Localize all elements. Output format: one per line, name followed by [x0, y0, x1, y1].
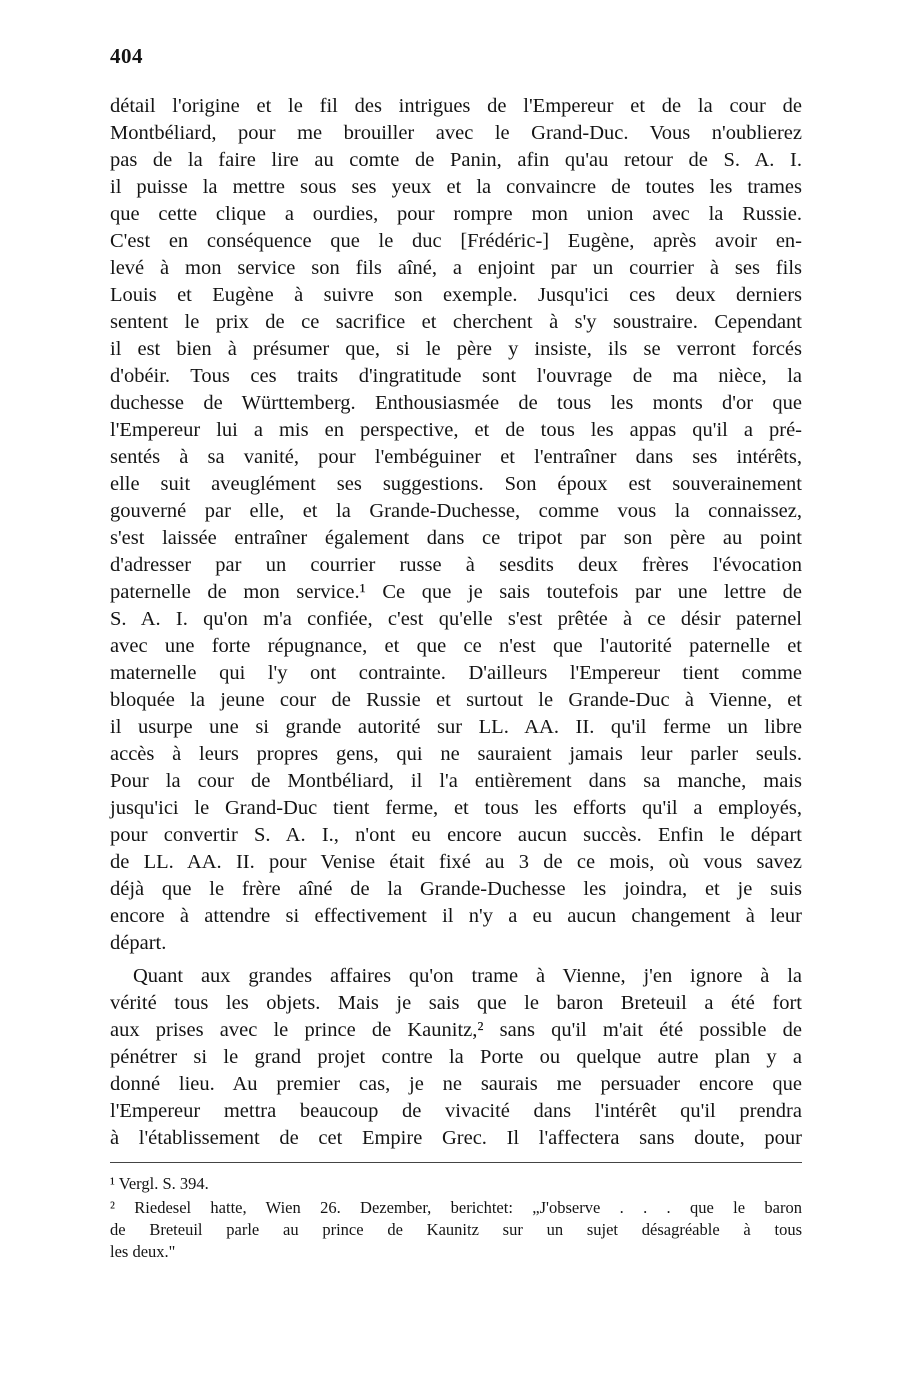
text-line: donné lieu. Au premier cas, je ne saurais me persuader encore que	[110, 1073, 802, 1095]
paragraph-1	[110, 93, 802, 957]
text-line: accès à leurs propres gens, qui ne sauraient jamais leur parler seuls.	[110, 743, 802, 765]
text-line: pour convertir S. A. I., n'ont eu encore aucun succès. Enfin le départ	[110, 824, 802, 846]
text-line: Montbéliard, pour me brouiller avec le Grand-Duc. Vous n'oublierez	[110, 122, 802, 144]
text-line: bloquée la jeune cour de Russie et surtout le Grande-Duc à Vienne, et	[110, 689, 802, 711]
text-line: il puisse la mettre sous ses yeux et la convaincre de toutes les trames	[110, 176, 802, 198]
footnote-divider	[110, 1162, 802, 1163]
text-line: jusqu'ici le Grand-Duc tient ferme, et tous les efforts qu'il a employés,	[110, 797, 802, 819]
text-line: détail l'origine et le fil des intrigues de l'Empereur et de la cour de	[110, 95, 802, 117]
text-line: maternelle qui l'y ont contrainte. D'ailleurs l'Empereur tient comme	[110, 662, 802, 684]
text-line: sentent le prix de ce sacrifice et cherchent à s'y soustraire. Cependant	[110, 311, 802, 333]
text-line: S. A. I. qu'on m'a confiée, c'est qu'elle s'est prêtée à ce désir paternel	[110, 608, 802, 630]
text-line: s'est laissée entraîner également dans ce tripot par son père au point	[110, 527, 802, 549]
text-line: avec une forte répugnance, et que ce n'est que l'autorité paternelle et	[110, 635, 802, 657]
page-number: 404	[110, 44, 143, 68]
text-line: elle suit aveuglément ses suggestions. Son époux est souverainement	[110, 473, 802, 495]
footnote-2	[110, 1197, 802, 1263]
main-text	[110, 93, 802, 1152]
footnote-line: ¹ Vergl. S. 394.	[110, 1174, 209, 1193]
text-line: pas de la faire lire au comte de Panin, afin qu'au retour de S. A. I.	[110, 149, 802, 171]
text-line: Louis et Eugène à suivre son exemple. Jusqu'ici ces deux derniers	[110, 284, 802, 306]
text-line: d'adresser par un courrier russe à sesdits deux frères l'évocation	[110, 554, 802, 576]
text-line: déjà que le frère aîné de la Grande-Duchesse les joindra, et je suis	[110, 878, 802, 900]
text-line: Pour la cour de Montbéliard, il l'a entièrement dans sa manche, mais	[110, 770, 802, 792]
footnote-line: de Breteuil parle au prince de Kaunitz sur un sujet désagréable à tous	[110, 1220, 802, 1239]
text-line: d'obéir. Tous ces traits d'ingratitude sont l'ouvrage de ma nièce, la	[110, 365, 802, 387]
text-line: l'Empereur lui a mis en perspective, et de tous les appas qu'il a pré-	[110, 419, 802, 441]
text-line: pénétrer si le grand projet contre la Porte ou quelque autre plan y a	[110, 1046, 802, 1068]
text-line: de LL. AA. II. pour Venise était fixé au 3 de ce mois, où vous savez	[110, 851, 802, 873]
text-line: départ.	[110, 932, 167, 954]
text-line: duchesse de Württemberg. Enthousiasmée de tous les monts d'or que	[110, 392, 802, 414]
footnote-line: les deux."	[110, 1242, 176, 1261]
text-line: paternelle de mon service.¹ Ce que je sais toutefois par une lettre de	[110, 581, 802, 603]
footnotes	[110, 1173, 802, 1263]
text-line: il est bien à présumer que, si le père y insiste, ils se verront forcés	[110, 338, 802, 360]
text-line: sentés à sa vanité, pour l'embéguiner et l'entraîner dans ses intérêts,	[110, 446, 802, 468]
paragraph-2	[110, 963, 802, 1152]
text-line: C'est en conséquence que le duc [Frédéric-] Eugène, après avoir en-	[110, 230, 802, 252]
text-line: à l'établissement de cet Empire Grec. Il l'affectera sans doute, pour	[110, 1127, 802, 1149]
text-line: encore à attendre si effectivement il n'y a eu aucun changement à leur	[110, 905, 802, 927]
text-line: levé à mon service son fils aîné, a enjoint par un courrier à ses fils	[110, 257, 802, 279]
text-line: il usurpe une si grande autorité sur LL. AA. II. qu'il ferme un libre	[110, 716, 802, 738]
text-line: l'Empereur mettra beaucoup de vivacité dans l'intérêt qu'il prendra	[110, 1100, 802, 1122]
footnote-line: ² Riedesel hatte, Wien 26. Dezember, berichtet: „J'observe . . . que le baron	[110, 1198, 802, 1217]
text-line: gouverné par elle, et la Grande-Duchesse, comme vous la connaissez,	[110, 500, 802, 522]
footnote-1	[110, 1173, 802, 1195]
text-line: que cette clique a ourdies, pour rompre mon union avec la Russie.	[110, 203, 802, 225]
text-line: vérité tous les objets. Mais je sais que le baron Breteuil a été fort	[110, 992, 802, 1014]
text-line: aux prises avec le prince de Kaunitz,² sans qu'il m'ait été possible de	[110, 1019, 802, 1041]
text-line: Quant aux grandes affaires qu'on trame à Vienne, j'en ignore à la	[133, 965, 802, 987]
